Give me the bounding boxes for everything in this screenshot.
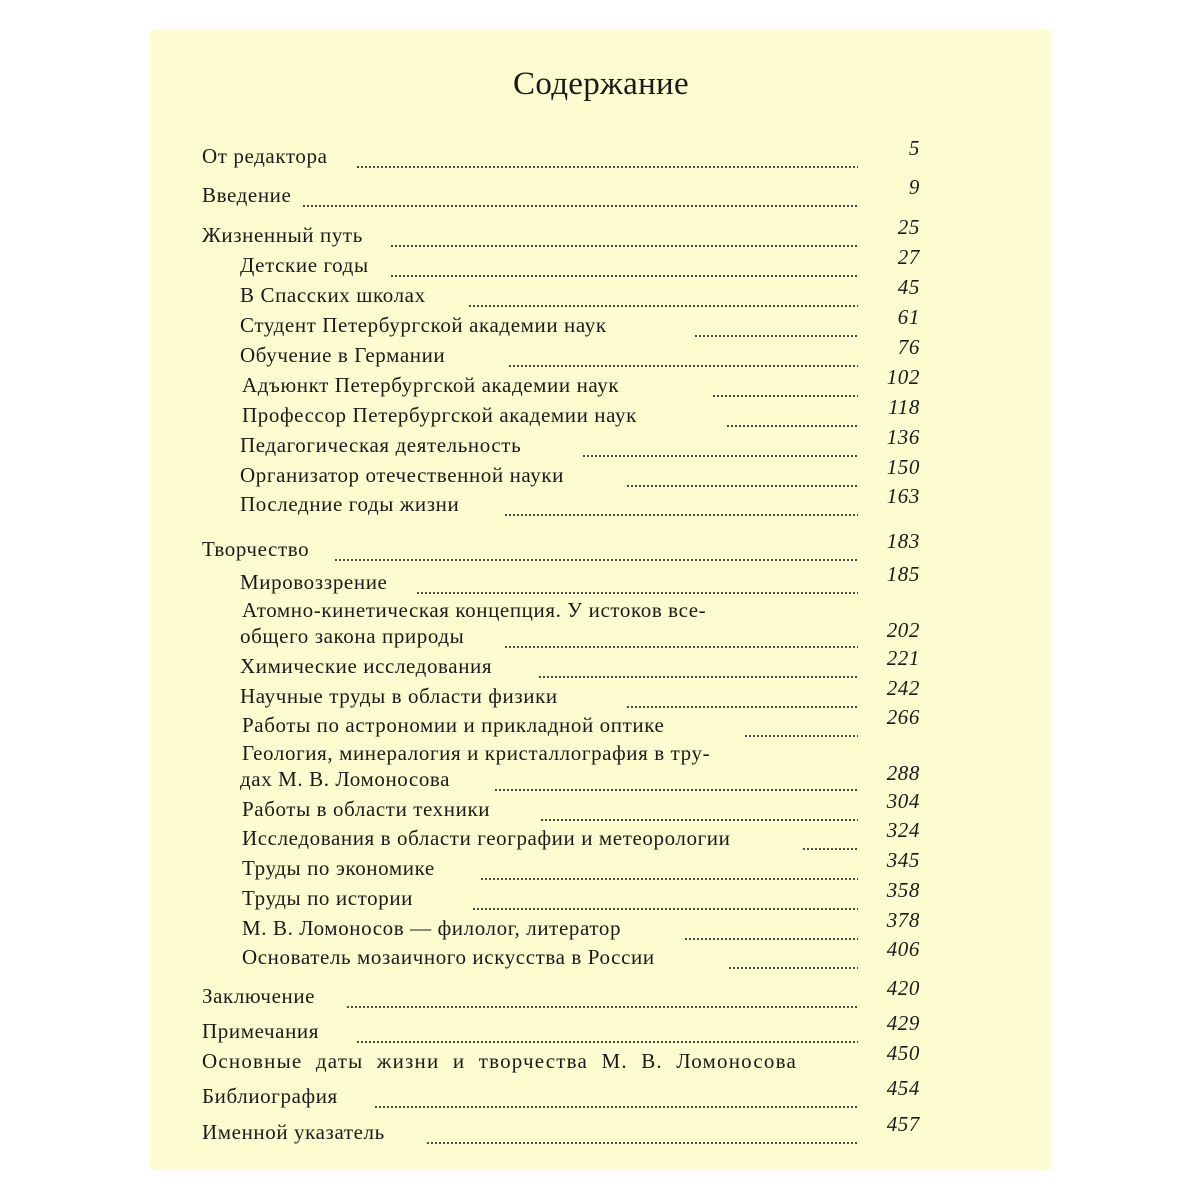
toc-entry-title: Обучение в Германии (240, 343, 446, 367)
toc-page-number: 429 (886, 1011, 920, 1035)
toc-entry-title-continued: дах М. В. Ломоносова (240, 767, 451, 791)
dot-leader (356, 1041, 858, 1043)
dot-leader (626, 485, 858, 487)
toc-page-number: 457 (886, 1112, 920, 1136)
toc-entry-title: Библиография (202, 1084, 338, 1108)
toc-entry-title: Исследования в области географии и метеорологии (242, 826, 731, 850)
toc-entry-title: Труды по экономике (242, 856, 435, 880)
toc-page-number: 136 (886, 425, 920, 449)
toc-entry-title: Работы в области техники (242, 797, 491, 821)
dot-leader (426, 1142, 858, 1144)
dot-leader (728, 967, 858, 969)
book-page (150, 30, 1052, 1170)
toc-page-number: 183 (886, 529, 920, 553)
dot-leader (684, 938, 858, 940)
toc-entry-title-continued: общего закона природы (240, 624, 465, 648)
toc-page-number: 450 (886, 1041, 920, 1065)
toc-entry-title: Труды по истории (242, 886, 413, 910)
toc-entry-title: Основные даты жизни и творчества М. В. Ломоносова (202, 1049, 797, 1073)
dot-leader (302, 205, 858, 207)
toc-entry (150, 1112, 1052, 1148)
toc-entry-title: Научные труды в области физики (240, 684, 558, 708)
dot-leader (472, 908, 858, 910)
toc-page-number: 102 (886, 365, 920, 389)
toc-entry-title: В Спасских школах (240, 283, 426, 307)
toc-entry (150, 937, 1052, 973)
toc-page-number: 185 (886, 562, 920, 586)
dot-leader (726, 425, 858, 427)
toc-entry-title: Именной указатель (202, 1120, 385, 1144)
toc-page-number: 61 (897, 305, 920, 329)
toc-entry (150, 705, 1052, 741)
toc-entry-title: Работы по астрономии и прикладной оптике (242, 713, 665, 737)
toc-page-number: 304 (886, 789, 920, 813)
dot-leader (390, 275, 858, 277)
dot-leader (390, 245, 858, 247)
toc-entry (150, 529, 1052, 565)
toc-entry-title: Студент Петербургской академии наук (240, 313, 607, 337)
toc-entry-title: Мировоззрение (240, 570, 388, 594)
dot-leader (416, 592, 858, 594)
toc-page-number: 406 (886, 937, 920, 961)
toc-page-number: 242 (886, 676, 920, 700)
toc-page-number: 288 (886, 761, 920, 785)
toc-entry-title: Творчество (202, 537, 310, 561)
toc-page-number: 221 (886, 646, 920, 670)
toc-page-number: 324 (886, 818, 920, 842)
toc-page-number: 163 (886, 484, 920, 508)
toc-page-number: 118 (888, 395, 920, 419)
toc-entry-title: Профессор Петербургской академии наук (242, 403, 637, 427)
toc-page-number: 45 (897, 275, 920, 299)
dot-leader (346, 1006, 858, 1008)
toc-page-number: 266 (886, 705, 920, 729)
toc-page-number: 150 (886, 455, 920, 479)
toc-entry (150, 136, 1052, 172)
dot-leader (494, 789, 858, 791)
toc-entry-title: Примечания (202, 1019, 320, 1043)
toc-page-number: 378 (886, 908, 920, 932)
toc-entry-title: Геология, минералогия и кристаллография в тру- (242, 741, 711, 765)
dot-leader (694, 335, 858, 337)
toc-entry-title: От редактора (202, 144, 328, 168)
dot-leader (626, 706, 858, 708)
dot-leader (334, 559, 858, 561)
toc-entry-title: Детские годы (240, 253, 369, 277)
toc-entry (150, 976, 1052, 1012)
dot-leader (504, 514, 858, 516)
dot-leader (540, 819, 858, 821)
toc-page-number: 76 (897, 335, 920, 359)
toc-entry-title: М. В. Ломоносов — филолог, литератор (242, 916, 622, 940)
toc-entry-title: Введение (202, 183, 292, 207)
dot-leader (504, 646, 858, 648)
dot-leader (374, 1106, 858, 1108)
contents-title: Содержание (513, 66, 689, 102)
toc-entry-title: Педагогическая деятельность (240, 433, 522, 457)
toc-page-number: 27 (897, 245, 920, 269)
toc-entry-title: Атомно-кинетическая концепция. У истоков все- (242, 598, 707, 622)
toc-page-number: 5 (908, 136, 920, 160)
dot-leader (582, 455, 858, 457)
dot-leader (508, 365, 858, 367)
dot-leader (356, 166, 858, 168)
toc-page-number: 358 (886, 878, 920, 902)
toc-entry-title: Организатор отечественной науки (240, 463, 565, 487)
toc-entry (150, 562, 1052, 598)
toc-page-number: 454 (886, 1076, 920, 1100)
toc-page-number: 345 (886, 848, 920, 872)
toc-entry-title: Адъюнкт Петербургской академии наук (242, 373, 620, 397)
toc-entry (150, 1076, 1052, 1112)
toc-entry (150, 1041, 1052, 1077)
toc-page-number: 9 (908, 175, 920, 199)
toc-page-number: 25 (897, 215, 920, 239)
toc-entry-title: Жизненный путь (202, 223, 363, 247)
dot-leader (802, 848, 858, 850)
toc-page-number: 202 (886, 618, 920, 642)
dot-leader (468, 305, 858, 307)
toc-entry (150, 175, 1052, 211)
dot-leader (538, 676, 858, 678)
toc-entry-title: Последние годы жизни (240, 492, 460, 516)
dot-leader (480, 878, 858, 880)
toc-entry-title: Заключение (202, 984, 316, 1008)
toc-entry-title: Основатель мозаичного искусства в России (242, 945, 655, 969)
dot-leader (744, 735, 858, 737)
dot-leader (712, 395, 858, 397)
toc-page-number: 420 (886, 976, 920, 1000)
toc-entry-title: Химические исследования (240, 654, 493, 678)
toc-entry (150, 484, 1052, 520)
